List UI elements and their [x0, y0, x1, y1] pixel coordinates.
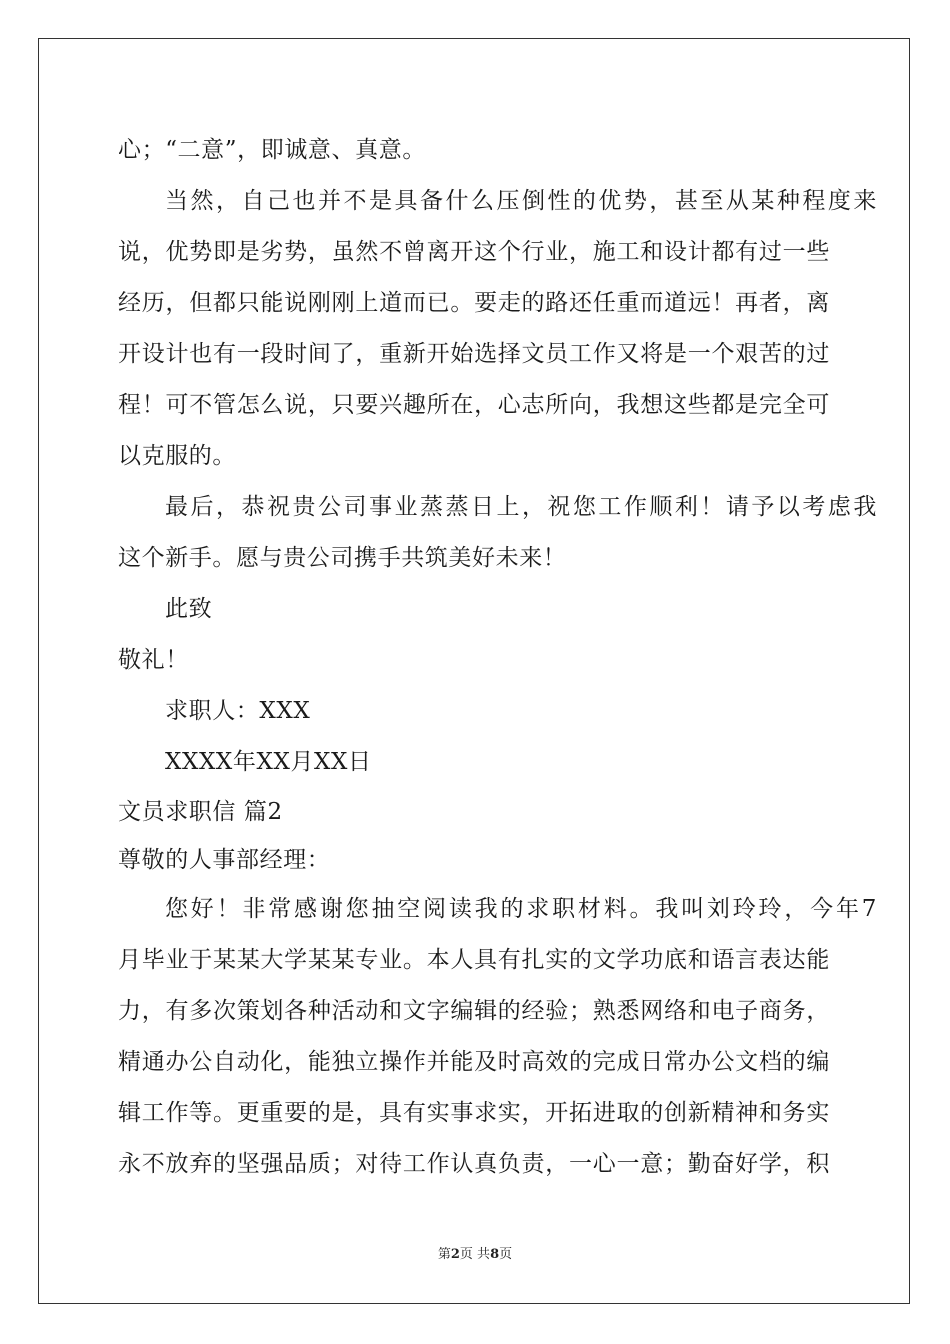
paragraph-line: 经历，但都只能说刚刚上道而已。要走的路还任重而道远！再者，离	[118, 290, 830, 316]
footer-suffix: 页	[499, 1247, 513, 1262]
paragraph-line: 最后，恭祝贵公司事业蒸蒸日上，祝您工作顺利！请予以考虑我	[165, 494, 877, 520]
paragraph-line: 当然，自己也并不是具备什么压倒性的优势，甚至从某种程度来	[165, 188, 877, 214]
closing-regards: 敬礼！	[118, 647, 189, 673]
paragraph-line: 辑工作等。更重要的是，具有实事求实，开拓进取的创新精神和务实	[118, 1100, 830, 1126]
footer-mid: 页 共	[459, 1247, 491, 1262]
paragraph-line: 开设计也有一段时间了，重新开始选择文员工作又将是一个艰苦的过	[118, 341, 830, 367]
signature-date: XXXX年XX月XX日	[165, 749, 372, 775]
footer-page-number: 2	[450, 1247, 460, 1262]
page-footer	[0, 1243, 950, 1262]
paragraph-line: 这个新手。愿与贵公司携手共筑美好未来！	[118, 545, 567, 571]
signature-applicant: 求职人：XXX	[165, 698, 311, 724]
text-line: 心；“二意”，即诚意、真意。	[118, 137, 426, 163]
document-body	[118, 125, 877, 1190]
paragraph-line: 说，优势即是劣势，虽然不曾离开这个行业，施工和设计都有过一些	[118, 239, 830, 265]
footer-total-pages: 8	[490, 1247, 500, 1262]
paragraph-line: 精通办公自动化，能独立操作并能及时高效的完成日常办公文档的编	[118, 1049, 830, 1075]
paragraph-line: 月毕业于某某大学某某专业。本人具有扎实的文学功底和语言表达能	[118, 947, 830, 973]
paragraph-line: 程！可不管怎么说，只要兴趣所在，心志所向，我想这些都是完全可	[118, 392, 830, 418]
paragraph-line: 您好！非常感谢您抽空阅读我的求职材料。我叫刘玲玲，今年7	[165, 896, 877, 922]
footer-prefix: 第	[437, 1247, 451, 1262]
paragraph-line: 永不放弃的坚强品质；对待工作认真负责，一心一意；勤奋好学，积	[118, 1151, 830, 1177]
closing-salutation: 此致	[165, 596, 213, 622]
paragraph-line: 力，有多次策划各种活动和文字编辑的经验；熟悉网络和电子商务，	[118, 998, 830, 1024]
section-title: 文员求职信 篇2	[118, 799, 283, 825]
paragraph-line: 以克服的。	[118, 443, 236, 469]
greeting: 尊敬的人事部经理：	[118, 847, 331, 873]
